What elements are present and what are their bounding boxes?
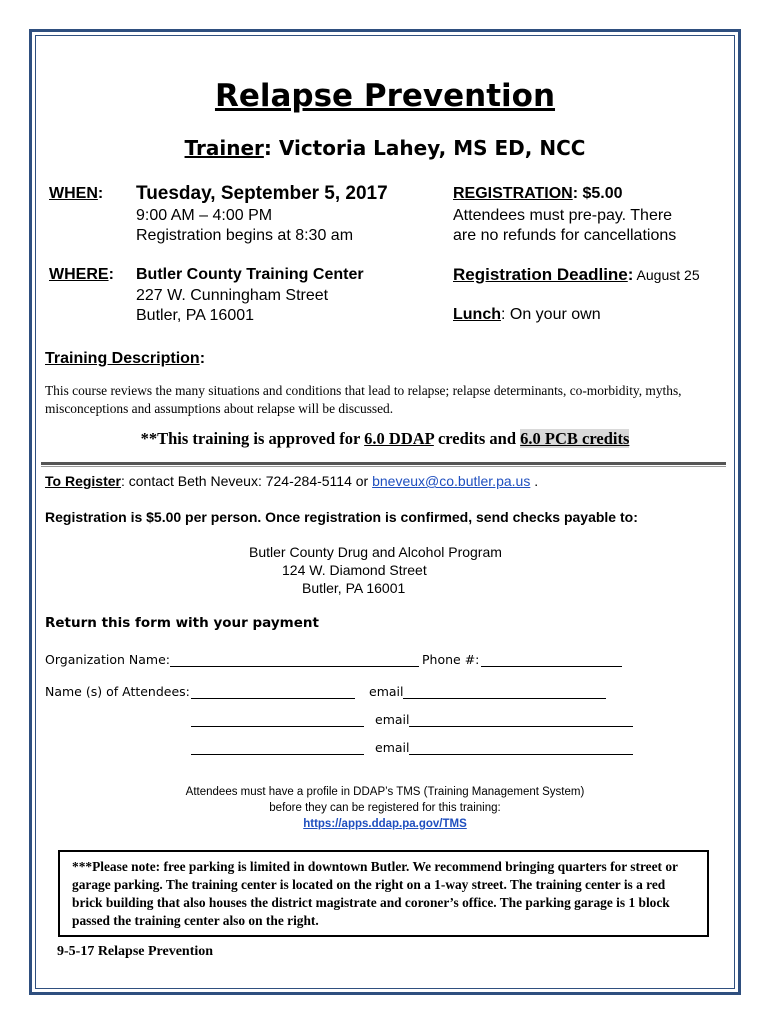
registration-fee-line: Registration is $5.00 per person. Once registration is confirmed, send checks payable to:: [45, 509, 638, 525]
where-colon: :: [108, 266, 114, 283]
to-register-text: : contact Beth Neveux: 724-284-5114 or: [120, 473, 373, 489]
approved-credits: [0, 429, 770, 449]
payee-city: Butler, PA 16001: [302, 580, 406, 596]
footer-label: 9-5-17 Relapse Prevention: [57, 944, 214, 959]
to-register-end: .: [530, 473, 539, 489]
description-heading: Training Description: [45, 350, 200, 367]
event-date: Tuesday, September 5, 2017: [136, 183, 388, 204]
trainer-line: [0, 136, 770, 160]
venue-street: 227 W. Cunningham Street: [136, 287, 329, 304]
pcb-credits: 6.0 PCB credits: [520, 429, 630, 448]
description-heading-wrap: [45, 350, 205, 368]
description-text: This course reviews the many situations and conditions that lead to relapse; relapse determinants, co-morbidity, myths, misconceptions and assumptions about relapse will be discussed.: [45, 383, 682, 416]
return-form-note: Return this form with your payment: [45, 615, 319, 631]
venue-name: Butler County Training Center: [136, 266, 364, 283]
parking-note: ***Please note: free parking is limited in downtown Butler. We recommend bringing quarters for street or garage parking. The training center is located on the right on a 1-way street. The training center is a red brick building that also houses the district magistrate and coroner’s office. The parking garage is 1 block passed the training center also on the right.: [58, 850, 709, 937]
lunch-text: : On your own: [501, 306, 601, 323]
email-label-3: email: [375, 740, 410, 755]
lunch-label: Lunch: [453, 306, 501, 323]
tms-url-link[interactable]: https://apps.ddap.pa.gov/TMS: [303, 818, 467, 830]
trainer-label: Trainer: [184, 136, 264, 160]
trainer-name: : Victoria Lahey, MS ED, NCC: [263, 136, 586, 160]
tms-line-2: before they can be registered for this training:: [269, 802, 501, 814]
to-register-label: To Register: [45, 473, 121, 489]
attendee-name-field-2[interactable]: [191, 726, 364, 727]
when-label-wrap: [49, 185, 103, 203]
when-label: WHEN: [49, 185, 98, 202]
venue-city: Butler, PA 16001: [136, 307, 255, 324]
payee-name: Butler County Drug and Alcohol Program: [249, 544, 502, 560]
registration-label: REGISTRATION: [453, 185, 573, 202]
deadline-label: Registration Deadline: [453, 265, 628, 284]
attendee-name-field-3[interactable]: [191, 754, 364, 755]
org-name-label: Organization Name:: [45, 652, 170, 667]
phone-field[interactable]: [481, 666, 622, 667]
section-divider-thin: [41, 466, 726, 467]
lunch-line: [453, 306, 601, 324]
when-colon: :: [97, 185, 104, 202]
approved-prefix: **This training is approved for: [140, 429, 365, 448]
attendee-name-field-1[interactable]: [191, 698, 355, 699]
registration-note-1: Attendees must pre-pay. There: [453, 207, 673, 224]
approved-middle: credits and: [433, 429, 521, 448]
event-time: 9:00 AM – 4:00 PM: [136, 207, 273, 224]
tms-line-1: Attendees must have a profile in DDAP’s TMS (Training Management System): [185, 786, 585, 798]
registration-note-2: are no refunds for cancellations: [453, 227, 677, 244]
attendee-email-field-2[interactable]: [409, 726, 633, 727]
deadline-colon: :: [627, 265, 634, 284]
section-divider: [41, 462, 726, 465]
registration-fee: : $5.00: [572, 185, 623, 202]
contact-email-link[interactable]: bneveux@co.butler.pa.us: [372, 473, 531, 489]
org-name-field[interactable]: [170, 666, 419, 667]
description-colon: :: [199, 350, 206, 367]
where-label-wrap: [49, 266, 114, 284]
where-label: WHERE: [49, 266, 109, 283]
payee-street: 124 W. Diamond Street: [282, 562, 427, 578]
deadline-date: August 25: [633, 267, 700, 283]
email-label-2: email: [375, 712, 410, 727]
attendee-email-field-3[interactable]: [409, 754, 633, 755]
registration-fee-wrap: [453, 185, 623, 203]
ddap-credits: 6.0 DDAP: [364, 429, 434, 448]
deadline-line: [453, 265, 700, 285]
tms-url-wrap: [0, 818, 770, 830]
attendees-label: Name (s) of Attendees:: [45, 684, 190, 699]
registration-begins: Registration begins at 8:30 am: [136, 227, 354, 244]
phone-label: Phone #:: [422, 652, 480, 667]
to-register-line: [45, 473, 538, 489]
attendee-email-field-1[interactable]: [403, 698, 606, 699]
email-label-1: email: [369, 684, 404, 699]
page-title: Relapse Prevention: [214, 78, 556, 114]
